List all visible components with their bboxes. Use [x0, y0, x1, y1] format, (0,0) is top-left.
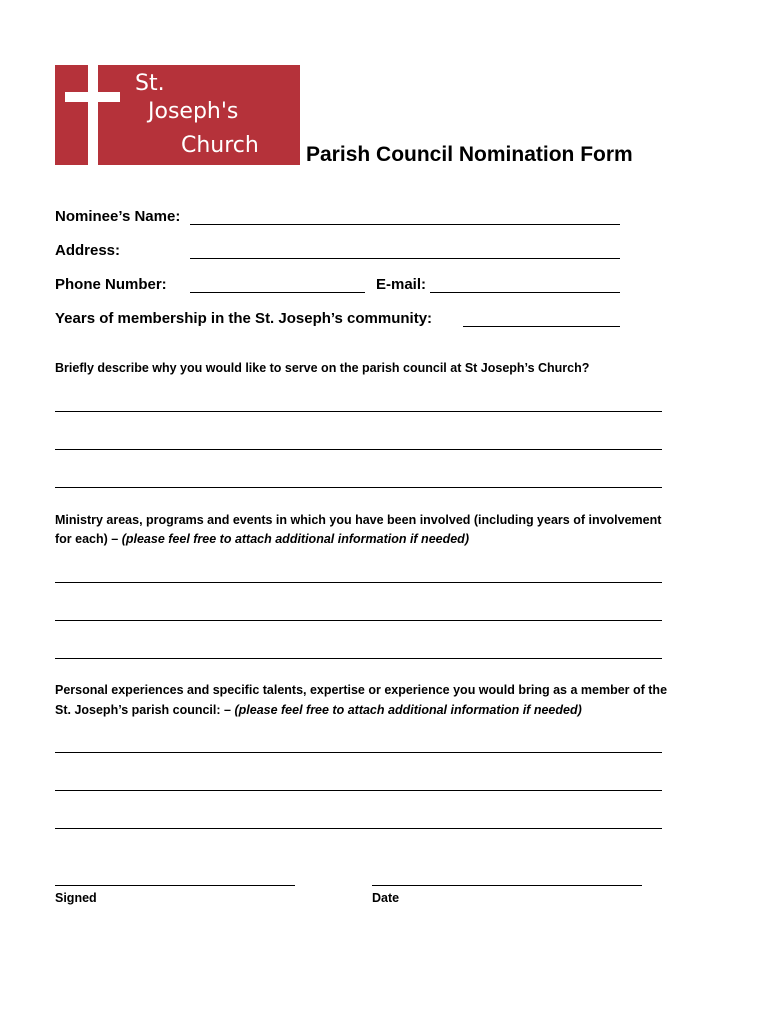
answer-line[interactable]	[55, 582, 662, 583]
question-ministry-areas-lead: for each) –	[55, 532, 119, 546]
signed-label: Signed	[55, 891, 97, 905]
address-field[interactable]	[190, 258, 620, 259]
signature-field[interactable]	[55, 885, 295, 886]
answer-line[interactable]	[55, 828, 662, 829]
answer-line[interactable]	[55, 658, 662, 659]
email-label: E-mail:	[376, 276, 427, 293]
attach-note: (please feel free to attach additional information if needed)	[121, 532, 469, 546]
cross-icon-bar	[65, 92, 120, 102]
nominee-name-label: Nominee’s Name:	[55, 208, 181, 225]
form-title: Parish Council Nomination Form	[306, 143, 633, 166]
question-experience-line1: Personal experiences and specific talents, expertise or experience you would bring as a member of the	[55, 683, 668, 697]
logo-name-line2: Joseph's	[148, 99, 239, 124]
phone-label: Phone Number:	[55, 276, 167, 293]
phone-field[interactable]	[190, 292, 365, 293]
years-membership-label: Years of membership in the St. Joseph’s community:	[55, 310, 433, 327]
logo-name-line1: St.	[135, 71, 165, 96]
question-ministry-areas-line1: Ministry areas, programs and events in which you have been involved (including years of involvement	[55, 513, 662, 527]
answer-line[interactable]	[55, 790, 662, 791]
date-label: Date	[372, 891, 400, 905]
email-field[interactable]	[430, 292, 620, 293]
answer-line[interactable]	[55, 620, 662, 621]
question-ministry-areas-line2	[55, 529, 469, 549]
address-label: Address:	[55, 242, 121, 259]
question-why-serve: Briefly describe why you would like to serve on the parish council at St Joseph’s Church?	[55, 361, 590, 375]
years-membership-field[interactable]	[463, 326, 620, 327]
answer-line[interactable]	[55, 411, 662, 412]
date-field[interactable]	[372, 885, 642, 886]
cross-icon	[88, 65, 98, 165]
answer-line[interactable]	[55, 487, 662, 488]
question-experience-line2	[55, 700, 582, 720]
answer-line[interactable]	[55, 449, 662, 450]
attach-note: (please feel free to attach additional information if needed)	[234, 703, 582, 717]
nominee-name-field[interactable]	[190, 224, 620, 225]
answer-line[interactable]	[55, 752, 662, 753]
logo-name-line3: Church	[181, 133, 259, 158]
church-logo	[55, 65, 300, 165]
question-experience-lead: St. Joseph’s parish council: –	[55, 703, 231, 717]
